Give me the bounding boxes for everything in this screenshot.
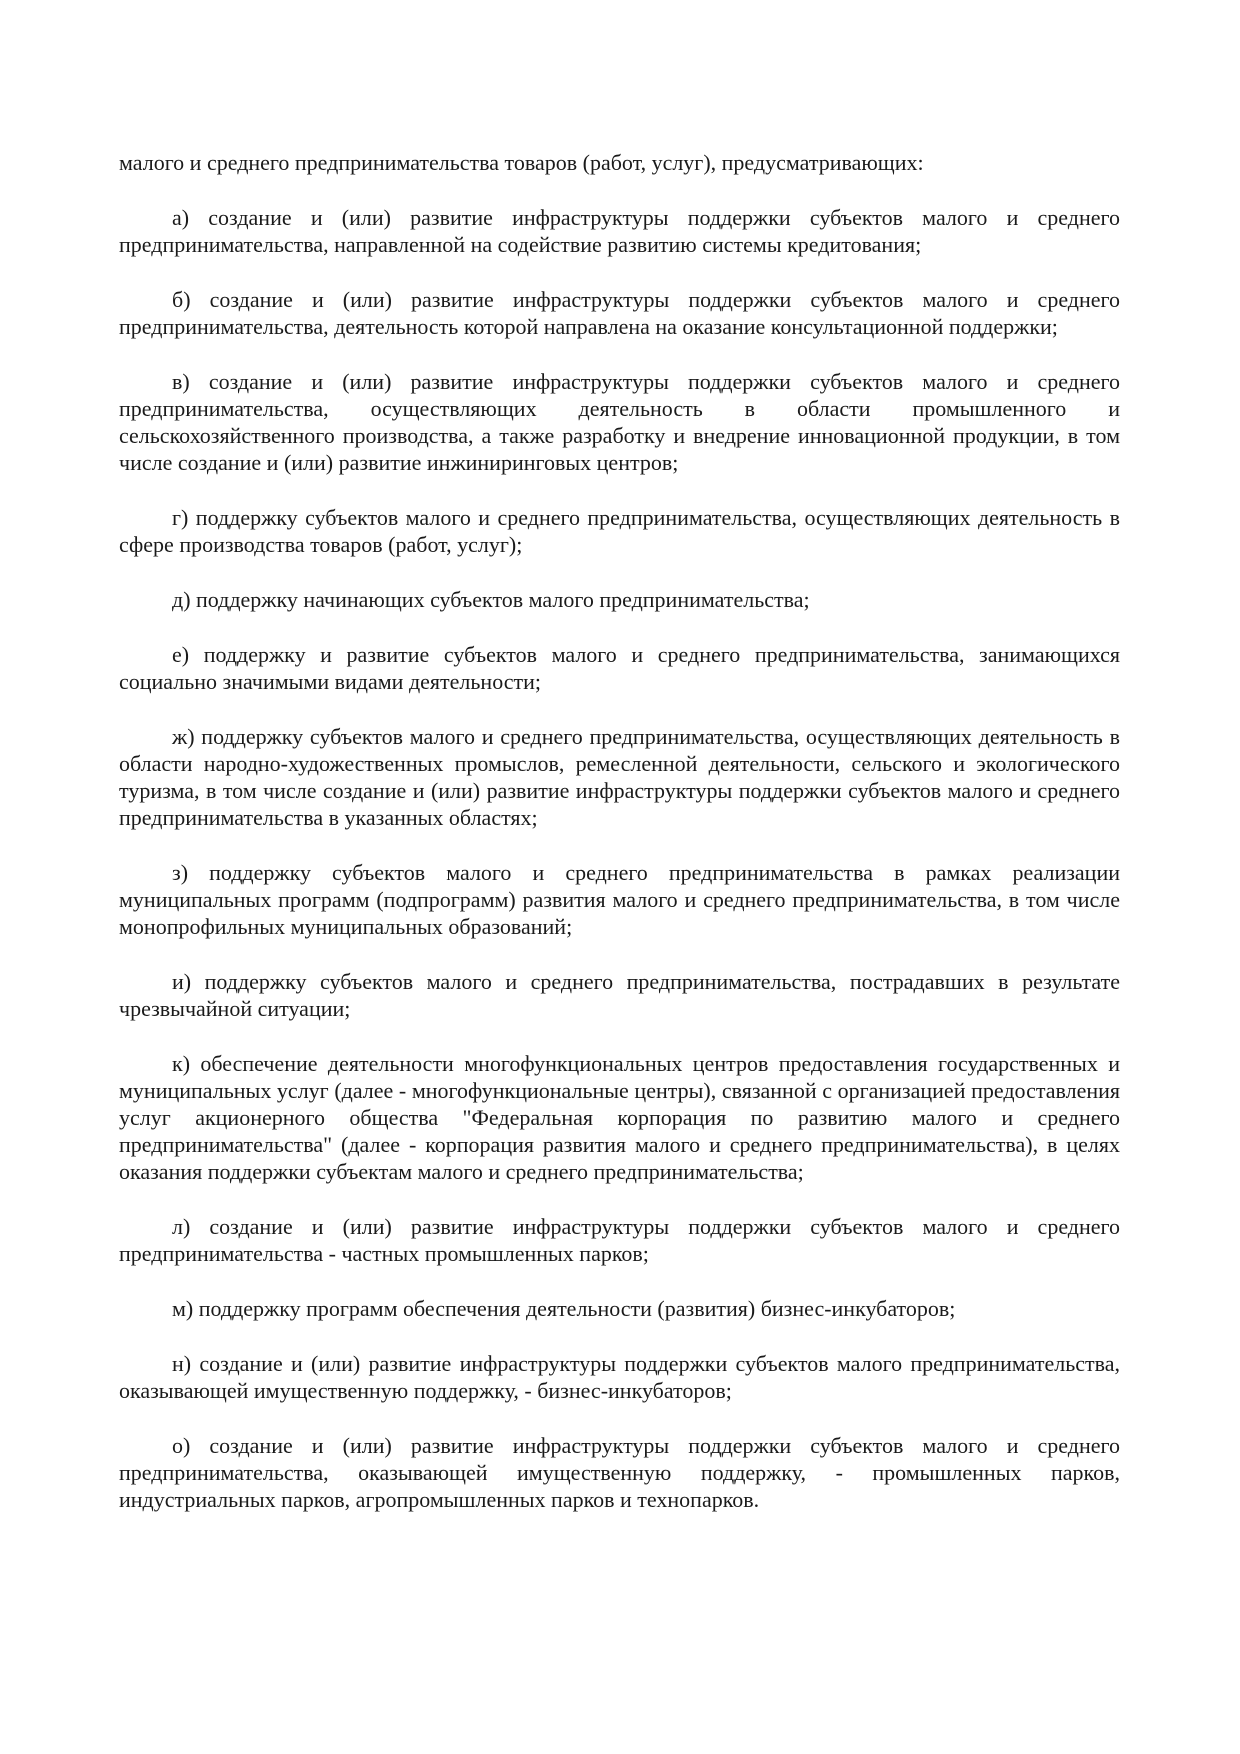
list-item-i: и) поддержку субъектов малого и среднего предпринимательства, пострадавших в результате чрезвычайной ситуации; bbox=[119, 969, 1120, 1021]
list-item-m: м) поддержку программ обеспечения деятельности (развития) бизнес-инкубаторов; bbox=[172, 1296, 956, 1321]
list-item-e: е) поддержку и развитие субъектов малого и среднего предпринимательства, занимающихся социально значимыми видами деятельности; bbox=[119, 642, 1120, 694]
list-item-zh: ж) поддержку субъектов малого и среднего предпринимательства, осуществляющих деятельность в области народно-художественных промыслов, ремесленной деятельности, сельского и экологического туризма, в том числе создание и (или) развитие инфраструктуры поддержки субъектов малого и среднего предпринимательства в указанных областях; bbox=[119, 724, 1120, 830]
lead-paragraph: малого и среднего предпринимательства товаров (работ, услуг), предусматривающих: bbox=[119, 150, 924, 175]
list-item-n: н) создание и (или) развитие инфраструктуры поддержки субъектов малого предпринимательства, оказывающей имущественную поддержку, - бизнес-инкубаторов; bbox=[119, 1351, 1120, 1403]
list-item-g: г) поддержку субъектов малого и среднего предпринимательства, осуществляющих деятельность в сфере производства товаров (работ, услуг); bbox=[119, 505, 1120, 557]
list-item-d: д) поддержку начинающих субъектов малого предпринимательства; bbox=[172, 587, 810, 612]
list-item-z: з) поддержку субъектов малого и среднего предпринимательства в рамках реализации муниципальных программ (подпрограмм) развития малого и среднего предпринимательства, в том числе монопрофильных муниципальных образований; bbox=[119, 860, 1120, 939]
list-item-l: л) создание и (или) развитие инфраструктуры поддержки субъектов малого и среднего предпринимательства - частных промышленных парков; bbox=[119, 1214, 1120, 1266]
document-page bbox=[119, 149, 1120, 1541]
list-item-o: о) создание и (или) развитие инфраструктуры поддержки субъектов малого и среднего предпринимательства, оказывающей имущественную поддержку, - промышленных парков, индустриальных парков, агропромышленных парков и технопарков. bbox=[119, 1433, 1120, 1512]
list-item-b: б) создание и (или) развитие инфраструктуры поддержки субъектов малого и среднего предпринимательства, деятельность которой направлена на оказание консультационной поддержки; bbox=[119, 287, 1120, 339]
list-item-k: к) обеспечение деятельности многофункциональных центров предоставления государственных и муниципальных услуг (далее - многофункциональные центры), связанной с организацией предоставления услуг акционерного общества "Федеральная корпорация по развитию малого и среднего предпринимательства" (далее - корпорация развития малого и среднего предпринимательства), в целях оказания поддержки субъектам малого и среднего предпринимательства; bbox=[119, 1051, 1120, 1184]
list-item-v: в) создание и (или) развитие инфраструктуры поддержки субъектов малого и среднего предпринимательства, осуществляющих деятельность в области промышленного и сельскохозяйственного производства, а также разработку и внедрение инновационной продукции, в том числе создание и (или) развитие инжиниринговых центров; bbox=[119, 369, 1120, 475]
list-item-a: а) создание и (или) развитие инфраструктуры поддержки субъектов малого и среднего предпринимательства, направленной на содействие развитию системы кредитования; bbox=[119, 205, 1120, 257]
